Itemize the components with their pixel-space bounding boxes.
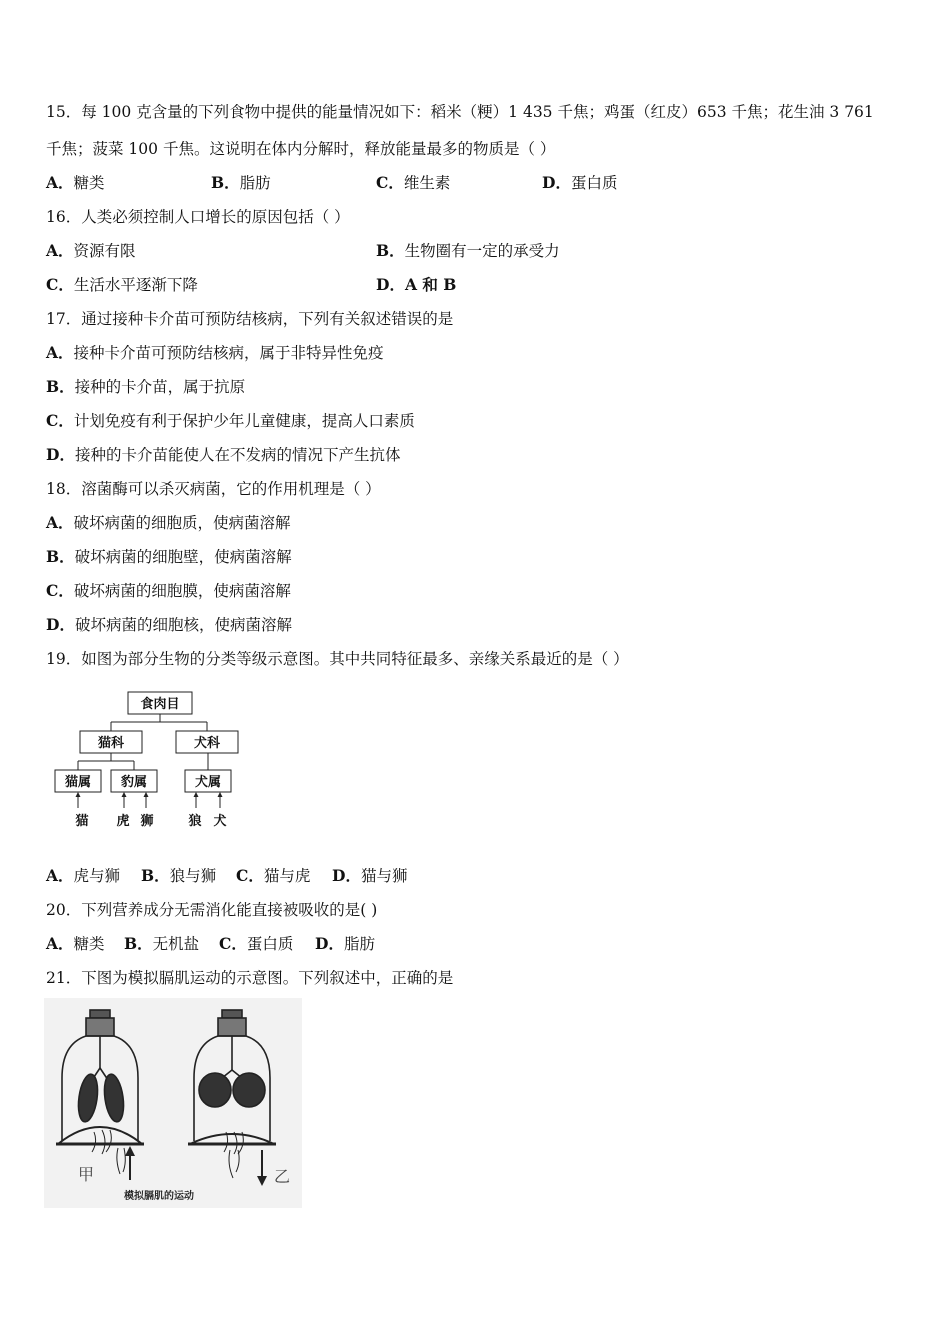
option-text: 接种的卡介苗，属于抗原 — [74, 378, 246, 396]
option-text: 无机盐 — [152, 935, 200, 953]
option-text: 狼与狮 — [169, 867, 217, 885]
option-text: 生物圈有一定的承受力 — [404, 242, 560, 260]
option-text: 脂肪 — [239, 174, 271, 192]
q18-option-c[interactable] — [46, 581, 291, 601]
species-label-wolf: 狼 — [188, 814, 202, 829]
q20-option-a[interactable] — [46, 934, 105, 954]
option-label: D． — [315, 934, 344, 953]
option-label: D． — [376, 275, 405, 294]
q17-stem: 17．通过接种卡介苗可预防结核病，下列有关叙述错误的是 — [46, 310, 454, 328]
genus-label-leopard: 豹属 — [120, 775, 148, 790]
genus-label-cat: 猫属 — [64, 775, 92, 790]
option-label: C． — [236, 866, 264, 885]
option-label: B． — [46, 377, 75, 396]
option-label: C． — [376, 173, 404, 192]
option-text: 糖类 — [73, 935, 105, 953]
option-label: A． — [46, 934, 74, 953]
option-text: A 和 B — [404, 275, 457, 294]
q15-stem-line2: 千焦；菠菜 100 千焦。这说明在体内分解时，释放能量最多的物质是（ ） — [46, 140, 556, 158]
q16-option-a[interactable] — [46, 241, 136, 261]
option-text: 接种的卡介苗能使人在不发病的情况下产生抗体 — [74, 446, 401, 464]
q20-option-c[interactable] — [219, 934, 293, 954]
option-label: A． — [46, 241, 74, 260]
q19-option-b[interactable] — [141, 866, 216, 886]
option-label: C． — [46, 411, 74, 430]
q17-option-a[interactable] — [46, 343, 384, 363]
q19-option-d[interactable] — [332, 866, 407, 886]
option-text: 接种卡介苗可预防结核病，属于非特异性免疫 — [73, 344, 384, 362]
q18-stem: 18．溶菌酶可以杀灭病菌，它的作用机理是（ ） — [46, 480, 381, 498]
option-label: C． — [46, 275, 74, 294]
option-label: D． — [542, 173, 571, 192]
q20-option-d[interactable] — [315, 934, 375, 954]
option-label: D． — [46, 615, 75, 634]
q15-option-c[interactable] — [376, 173, 450, 193]
q15-stem-line1: 15．每 100 克含量的下列食物中提供的能量情况如下：稻米（粳）1 435 千焦；鸡蛋（红皮）653 千焦；花生油 3 761 — [46, 103, 874, 121]
option-text: 资源有限 — [73, 242, 136, 260]
option-text: 计划免疫有利于保护少年儿童健康，提高人口素质 — [73, 412, 415, 430]
species-label-dog: 犬 — [213, 814, 227, 829]
option-text: 破坏病菌的细胞膜，使病菌溶解 — [73, 582, 291, 600]
q17-option-c[interactable] — [46, 411, 415, 431]
q16-option-b[interactable] — [376, 241, 560, 261]
species-label-lion: 狮 — [140, 814, 154, 829]
q17-option-d[interactable] — [46, 445, 400, 465]
option-label: A． — [46, 343, 74, 362]
family-label-cat: 猫科 — [97, 736, 125, 751]
q16-option-d[interactable] — [376, 275, 456, 295]
option-text: 维生素 — [403, 174, 451, 192]
option-text: 蛋白质 — [570, 174, 618, 192]
q18-option-a[interactable] — [46, 513, 291, 533]
q17-option-b[interactable] — [46, 377, 245, 397]
q20-option-b[interactable] — [124, 934, 199, 954]
option-text: 虎与狮 — [73, 867, 121, 885]
option-text: 破坏病菌的细胞壁，使病菌溶解 — [74, 548, 292, 566]
option-label: D． — [332, 866, 361, 885]
option-label: B． — [46, 547, 75, 566]
figure-caption: 模拟膈肌的运动 — [124, 1191, 194, 1202]
classification-diagram — [50, 688, 250, 833]
q19-option-a[interactable] — [46, 866, 120, 886]
diaphragm-model-figure — [44, 998, 302, 1208]
option-text: 猫与虎 — [263, 867, 311, 885]
q16-stem: 16．人类必须控制人口增长的原因包括（ ） — [46, 208, 350, 226]
q18-option-b[interactable] — [46, 547, 292, 567]
option-label: A． — [46, 173, 74, 192]
option-text: 糖类 — [73, 174, 105, 192]
option-label: B． — [211, 173, 240, 192]
option-label: B． — [124, 934, 153, 953]
option-text: 生活水平逐渐下降 — [73, 276, 198, 294]
option-text: 破坏病菌的细胞质，使病菌溶解 — [73, 514, 291, 532]
option-text: 猫与狮 — [360, 867, 408, 885]
species-label-tiger: 虎 — [116, 814, 130, 829]
option-label: B． — [141, 866, 170, 885]
q19-option-c[interactable] — [236, 866, 310, 886]
q16-option-c[interactable] — [46, 275, 198, 295]
option-label: C． — [219, 934, 247, 953]
family-label-dog: 犬科 — [193, 736, 221, 751]
q20-stem: 20．下列营养成分无需消化能直接被吸收的是( ) — [46, 901, 378, 919]
species-label-cat: 猫 — [75, 814, 89, 829]
option-text: 破坏病菌的细胞核，使病菌溶解 — [74, 616, 292, 634]
q21-stem: 21．下图为模拟膈肌运动的示意图。下列叙述中，正确的是 — [46, 969, 454, 987]
option-label: B． — [376, 241, 405, 260]
label-yi: 乙 — [274, 1167, 291, 1186]
order-label: 食肉目 — [140, 697, 180, 712]
q15-option-d[interactable] — [542, 173, 617, 193]
option-text: 蛋白质 — [246, 935, 294, 953]
option-text: 脂肪 — [343, 935, 375, 953]
q15-option-a[interactable] — [46, 173, 105, 193]
label-jia: 甲 — [78, 1165, 95, 1184]
option-label: C． — [46, 581, 74, 600]
q18-option-d[interactable] — [46, 615, 292, 635]
option-label: A． — [46, 866, 74, 885]
option-label: A． — [46, 513, 74, 532]
q19-stem: 19．如图为部分生物的分类等级示意图。其中共同特征最多、亲缘关系最近的是（ ） — [46, 650, 629, 668]
genus-label-dog: 犬属 — [194, 775, 222, 790]
option-label: D． — [46, 445, 75, 464]
q15-option-b[interactable] — [211, 173, 271, 193]
